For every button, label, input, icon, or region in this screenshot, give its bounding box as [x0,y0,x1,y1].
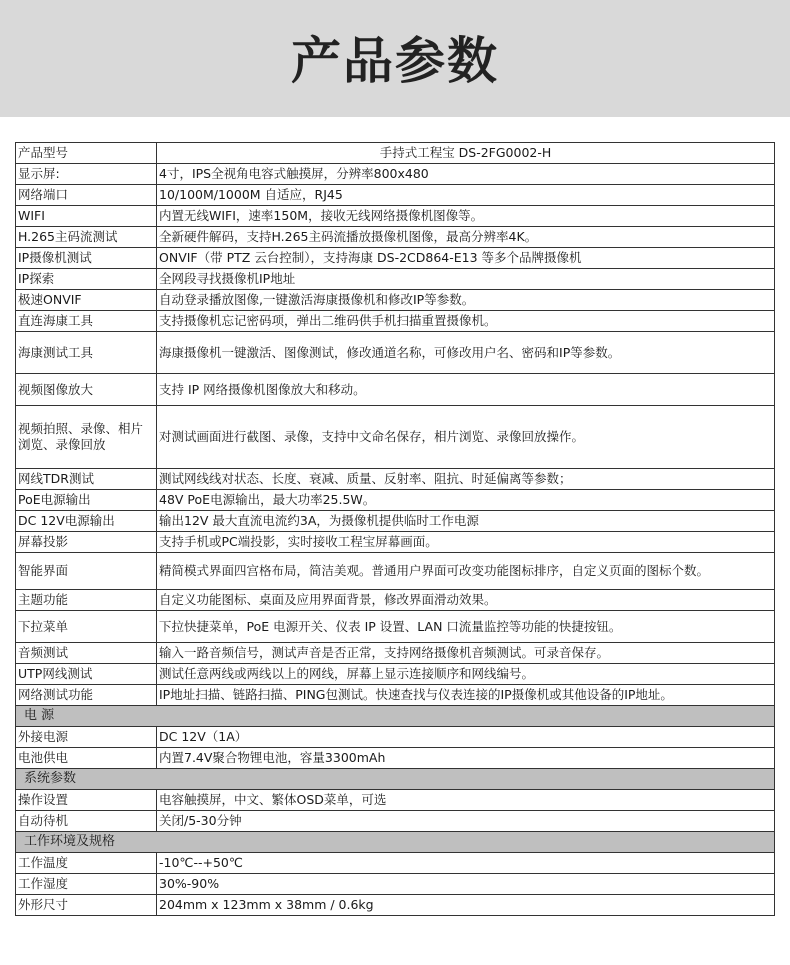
table-row [16,374,775,406]
table-row [16,553,775,590]
spec-value: 关闭/5-30分钟 [157,811,775,832]
section-header-system [16,769,775,790]
spec-label: 直连海康工具 [16,311,157,332]
spec-value: 测试任意两线或两线以上的网线，屏幕上显示连接顺序和网线编号。 [157,664,775,685]
section-title: 电 源 [16,706,775,727]
spec-label: 下拉菜单 [16,611,157,643]
table-row [16,790,775,811]
spec-value: ONVIF（带 PTZ 云台控制），支持海康 DS-2CD864-E13 等多个品牌摄像机 [157,248,775,269]
spec-label: 海康测试工具 [16,332,157,374]
spec-label: 外形尺寸 [16,895,157,916]
table-row [16,685,775,706]
table-row [16,143,775,164]
spec-value: 输入一路音频信号，测试声音是否正常，支持网络摄像机音频测试。可录音保存。 [157,643,775,664]
table-row [16,874,775,895]
spec-value: 204mm x 123mm x 38mm / 0.6kg [157,895,775,916]
spec-label: 显示屏: [16,164,157,185]
spec-value: 测试网线线对状态、长度、衰减、质量、反射率、阻抗、时延偏离等参数； [157,469,775,490]
table-row [16,469,775,490]
spec-label: 视频图像放大 [16,374,157,406]
spec-label: 工作温度 [16,853,157,874]
spec-value: 手持式工程宝 DS-2FG0002-H [157,143,775,164]
spec-label: WIFI [16,206,157,227]
table-row [16,748,775,769]
spec-value: 对测试画面进行截图、录像，支持中文命名保存，相片浏览、录像回放操作。 [157,406,775,469]
spec-value: 支持手机或PC端投影，实时接收工程宝屏幕画面。 [157,532,775,553]
table-row [16,290,775,311]
spec-value: 支持 IP 网络摄像机图像放大和移动。 [157,374,775,406]
spec-label: UTP网线测试 [16,664,157,685]
table-row [16,490,775,511]
spec-value: 全新硬件解码，支持H.265主码流播放摄像机图像，最高分辨率4K。 [157,227,775,248]
spec-label: 主题功能 [16,590,157,611]
table-row [16,511,775,532]
spec-label: 操作设置 [16,790,157,811]
spec-value: 全网段寻找摄像机IP地址 [157,269,775,290]
table-row [16,532,775,553]
table-row [16,311,775,332]
spec-label: 网络测试功能 [16,685,157,706]
table-row [16,727,775,748]
spec-value: 自动登录播放图像,一键激活海康摄像机和修改IP等参数。 [157,290,775,311]
table-row [16,406,775,469]
section-title: 工作环境及规格 [16,832,775,853]
table-row [16,811,775,832]
spec-label: 视频拍照、录像、相片浏览、录像回放 [16,406,157,469]
spec-value: 下拉快捷菜单，PoE 电源开关、仪表 IP 设置、LAN 口流量监控等功能的快捷按钮。 [157,611,775,643]
spec-label: 极速ONVIF [16,290,157,311]
table-row [16,269,775,290]
table-row [16,853,775,874]
title-banner [0,0,790,117]
section-header-environment [16,832,775,853]
spec-value: 精简模式界面四宫格布局，简洁美观。普通用户界面可改变功能图标排序，自定义页面的图标个数。 [157,553,775,590]
spec-label: 网线TDR测试 [16,469,157,490]
table-row [16,664,775,685]
spec-value: 10/100M/1000M 自适应，RJ45 [157,185,775,206]
spec-label: 网络端口 [16,185,157,206]
spec-label: H.265主码流测试 [16,227,157,248]
spec-value: 支持摄像机忘记密码项，弹出二维码供手机扫描重置摄像机。 [157,311,775,332]
section-header-power [16,706,775,727]
spec-value: IP地址扫描、链路扫描、PING包测试。快速查找与仪表连接的IP摄像机或其他设备的IP地址。 [157,685,775,706]
spec-label: IP探索 [16,269,157,290]
spec-value: 自定义功能图标、桌面及应用界面背景，修改界面滑动效果。 [157,590,775,611]
spec-label: DC 12V电源输出 [16,511,157,532]
table-row [16,164,775,185]
section-title: 系统参数 [16,769,775,790]
spec-label: 屏幕投影 [16,532,157,553]
spec-label: 电池供电 [16,748,157,769]
spec-label: 自动待机 [16,811,157,832]
table-row [16,206,775,227]
spec-value: 30%-90% [157,874,775,895]
page-title: 产品参数 [291,32,499,90]
spec-label: 外接电源 [16,727,157,748]
spec-label: 产品型号 [16,143,157,164]
spec-label: IP摄像机测试 [16,248,157,269]
spec-value: DC 12V（1A） [157,727,775,748]
spec-value: 内置7.4V聚合物锂电池，容量3300mAh [157,748,775,769]
table-row [16,248,775,269]
table-row [16,611,775,643]
spec-label: PoE电源输出 [16,490,157,511]
table-row [16,895,775,916]
table-row [16,643,775,664]
spec-value: 海康摄像机一键激活、图像测试，修改通道名称，可修改用户名、密码和IP等参数。 [157,332,775,374]
spec-label: 工作湿度 [16,874,157,895]
spec-table [15,142,775,916]
spec-value: 输出12V 最大直流电流约3A，为摄像机提供临时工作电源 [157,511,775,532]
spec-label: 智能界面 [16,553,157,590]
spec-value: 48V PoE电源输出，最大功率25.5W。 [157,490,775,511]
spec-value: 内置无线WIFI，速率150M，接收无线网络摄像机图像等。 [157,206,775,227]
spec-label: 音频测试 [16,643,157,664]
spec-value: -10℃--+50℃ [157,853,775,874]
spec-value: 4寸，IPS全视角电容式触摸屏，分辨率800x480 [157,164,775,185]
table-row [16,185,775,206]
table-row [16,227,775,248]
spec-value: 电容触摸屏，中文、繁体OSD菜单，可选 [157,790,775,811]
table-row [16,590,775,611]
table-row [16,332,775,374]
